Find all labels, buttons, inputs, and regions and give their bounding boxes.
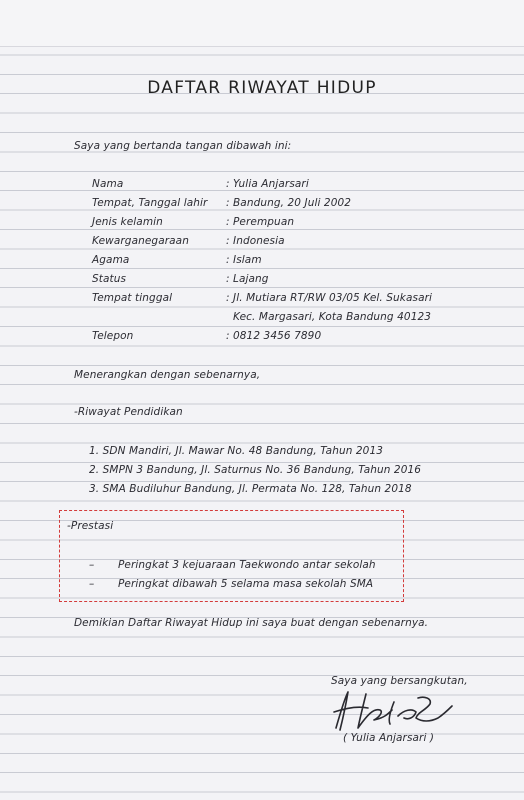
field-value-phone: 0812 3456 7890 [233,330,322,342]
field-separator: : [226,254,230,266]
education-heading: -Riwayat Pendidikan [74,406,183,418]
field-label-name: Nama [92,178,124,190]
education-item: 1. SDN Mandiri, Jl. Mawar No. 48 Bandung, Tahun 2013 [89,445,384,457]
field-label-citizenship: Kewarganegaraan [92,235,189,247]
page-top-band [0,0,524,47]
field-label-address: Tempat tinggal [92,292,173,304]
signature-label: Saya yang bersangkutan, [331,675,468,687]
field-label-phone: Telepon [92,330,134,342]
closing-text: Demikian Daftar Riwayat Hidup ini saya buat dengan sebenarnya. [74,617,429,629]
education-item: 3. SMA Budiluhur Bandung, Jl. Permata No. 128, Tahun 2018 [89,483,412,495]
field-separator: : [226,178,230,190]
field-value-address: Jl. Mutiara RT/RW 03/05 Kel. Sukasari [233,292,433,304]
achievement-item: Peringkat dibawah 5 selama masa sekolah SMA [118,578,374,590]
field-separator: : [226,292,230,304]
field-value-birth: Bandung, 20 Juli 2002 [233,197,352,209]
achievement-bullet: – [89,578,95,590]
achievement-item: Peringkat 3 kejuaraan Taekwondo antar sekolah [118,559,376,571]
education-item: 2. SMPN 3 Bandung, Jl. Saturnus No. 36 Bandung, Tahun 2016 [89,464,422,476]
field-value-religion: Islam [233,254,262,266]
field-value-address-line2: Kec. Margasari, Kota Bandung 40123 [233,311,432,323]
declaration-text: Menerangkan dengan sebenarnya, [74,369,261,381]
field-separator: : [226,216,230,228]
field-value-name: Yulia Anjarsari [233,178,309,190]
field-value-gender: Perempuan [233,216,295,228]
achievements-heading: -Prestasi [67,520,114,532]
field-label-religion: Agama [92,254,130,266]
field-value-citizenship: Indonesia [233,235,285,247]
field-value-status: Lajang [233,273,269,285]
intro-text: Saya yang bertanda tangan dibawah ini: [74,140,292,152]
field-label-birth: Tempat, Tanggal lahir [92,197,208,209]
field-separator: : [226,273,230,285]
signature-mark [328,688,458,734]
field-label-gender: Jenis kelamin [92,216,163,228]
document-title: DAFTAR RIWAYAT HIDUP [147,78,377,98]
field-separator: : [226,235,230,247]
signature-name: ( Yulia Anjarsari ) [343,732,435,744]
field-label-status: Status [92,273,127,285]
achievement-bullet: – [89,559,95,571]
field-separator: : [226,330,230,342]
field-separator: : [226,197,230,209]
